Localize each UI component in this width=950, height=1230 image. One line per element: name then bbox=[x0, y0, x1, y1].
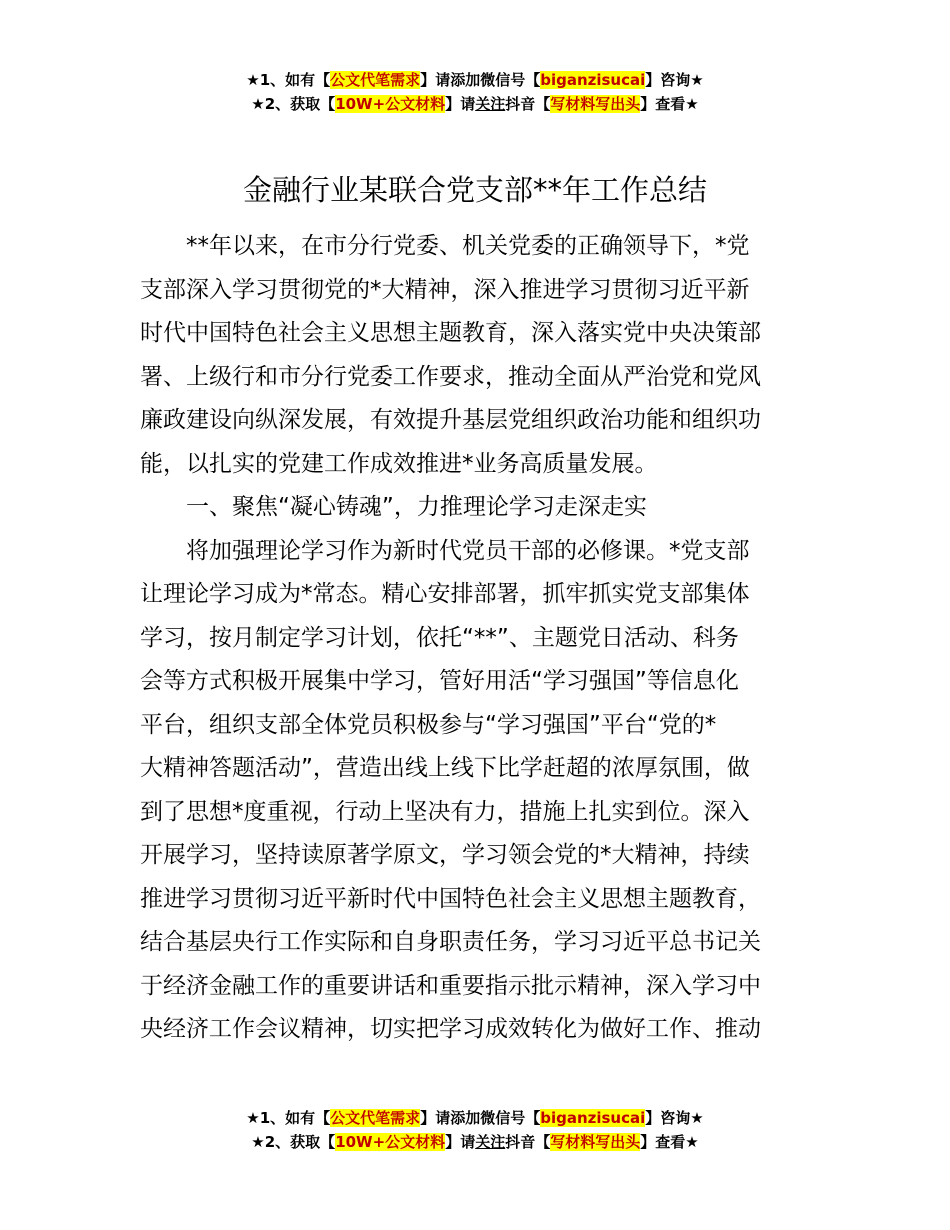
promo-text: 】请添加微信号【 bbox=[420, 1109, 541, 1127]
text-line: 到了思想*度重视，行动上坚决有力，措施上扎实到位。深入 bbox=[140, 798, 750, 825]
promo-highlight: 公文代笔需求 bbox=[330, 1109, 421, 1127]
document-title: 金融行业某联合党支部**年工作总结 bbox=[242, 173, 707, 207]
section-heading bbox=[140, 486, 812, 530]
promo-highlight: 写材料写出头 bbox=[550, 1133, 641, 1151]
text-line: 大精神答题活动”，营造出线上线下比学赶超的浓厚氛围，做 bbox=[140, 755, 750, 781]
text-line: **年以来，在市分行党委、机关党委的正确领导下，*党 bbox=[186, 233, 750, 259]
text-line: 结合基层央行工作实际和自身职责任务，学习习近平总书记关 bbox=[140, 929, 761, 955]
promo-text: ★1、如有【 bbox=[246, 1109, 331, 1127]
text-line: 廉政建设向纵深发展，有效提升基层党组织政治功能和组织功 bbox=[140, 407, 761, 433]
document-body bbox=[140, 225, 812, 1052]
text-line: 一、聚焦“凝心铸魂”，力推理论学习走深走实 bbox=[186, 494, 647, 520]
promo-text: 抖音【 bbox=[505, 95, 551, 113]
text-line: 将加强理论学习作为新时代党员干部的必修课。*党支部 bbox=[186, 537, 750, 564]
text-line: 推进学习贯彻习近平新时代中国特色社会主义思想主题教育， bbox=[140, 885, 761, 912]
text-line: 于经济金融工作的重要讲话和重要指示批示精神，深入学习中 bbox=[140, 972, 761, 999]
promo-text: ★1、如有【 bbox=[246, 71, 331, 89]
promo-line-2 bbox=[0, 92, 950, 116]
promo-text: 】咨询★ bbox=[645, 71, 704, 89]
promo-highlight: biganzisucai bbox=[540, 1109, 646, 1127]
text-line: 会等方式积极开展集中学习，管好用活“学习强国”等信息化 bbox=[140, 668, 739, 694]
text-line: 署、上级行和市分行党委工作要求，推动全面从严治党和党风 bbox=[140, 363, 761, 390]
promo-underlined-text: 关注 bbox=[475, 95, 506, 113]
promo-highlight: biganzisucai bbox=[540, 71, 646, 89]
text-line: 央经济工作会议精神，切实把学习成效转化为做好工作、推动 bbox=[140, 1016, 761, 1042]
text-line: 支部深入学习贯彻党的*大精神，深入推进学习贯彻习近平新 bbox=[140, 276, 750, 303]
promo-text: 】咨询★ bbox=[645, 1109, 704, 1127]
promo-highlight: 写材料写出头 bbox=[550, 95, 641, 113]
promo-line-2 bbox=[0, 1130, 950, 1154]
body-paragraph-intro bbox=[140, 225, 812, 486]
promo-line-1 bbox=[0, 1106, 950, 1130]
promo-text: 】查看★ bbox=[640, 95, 699, 113]
promo-text: 】查看★ bbox=[640, 1133, 699, 1151]
text-line: 开展学习，坚持读原著学原文，学习领会党的*大精神，持续 bbox=[140, 842, 750, 868]
header-promo-banner bbox=[0, 68, 950, 116]
promo-text: 】请添加微信号【 bbox=[420, 71, 541, 89]
promo-line-1 bbox=[0, 68, 950, 92]
promo-highlight: 10W+公文材料 bbox=[335, 95, 446, 113]
promo-underlined-text: 关注 bbox=[475, 1133, 506, 1151]
promo-text: 抖音【 bbox=[505, 1133, 551, 1151]
footer-promo-banner bbox=[0, 1106, 950, 1154]
text-line: 时代中国特色社会主义思想主题教育，深入落实党中央决策部 bbox=[140, 320, 761, 346]
text-line: 平台，组织支部全体党员积极参与“学习强国”平台“党的* bbox=[140, 711, 717, 738]
text-line: 让理论学习成为*常态。精心安排部署，抓牢抓实党支部集体 bbox=[140, 581, 750, 607]
promo-text: 】请 bbox=[445, 95, 476, 113]
body-paragraph-study bbox=[140, 530, 812, 1052]
text-line: 能，以扎实的党建工作成效推进*业务高质量发展。 bbox=[140, 450, 658, 477]
promo-text: ★2、获取【 bbox=[251, 95, 336, 113]
promo-text: ★2、获取【 bbox=[251, 1133, 336, 1151]
promo-text: 】请 bbox=[445, 1133, 476, 1151]
promo-highlight: 10W+公文材料 bbox=[335, 1133, 446, 1151]
text-line: 学习，按月制定学习计划，依托“**”、主题党日活动、科务 bbox=[140, 624, 739, 651]
promo-highlight: 公文代笔需求 bbox=[330, 71, 421, 89]
